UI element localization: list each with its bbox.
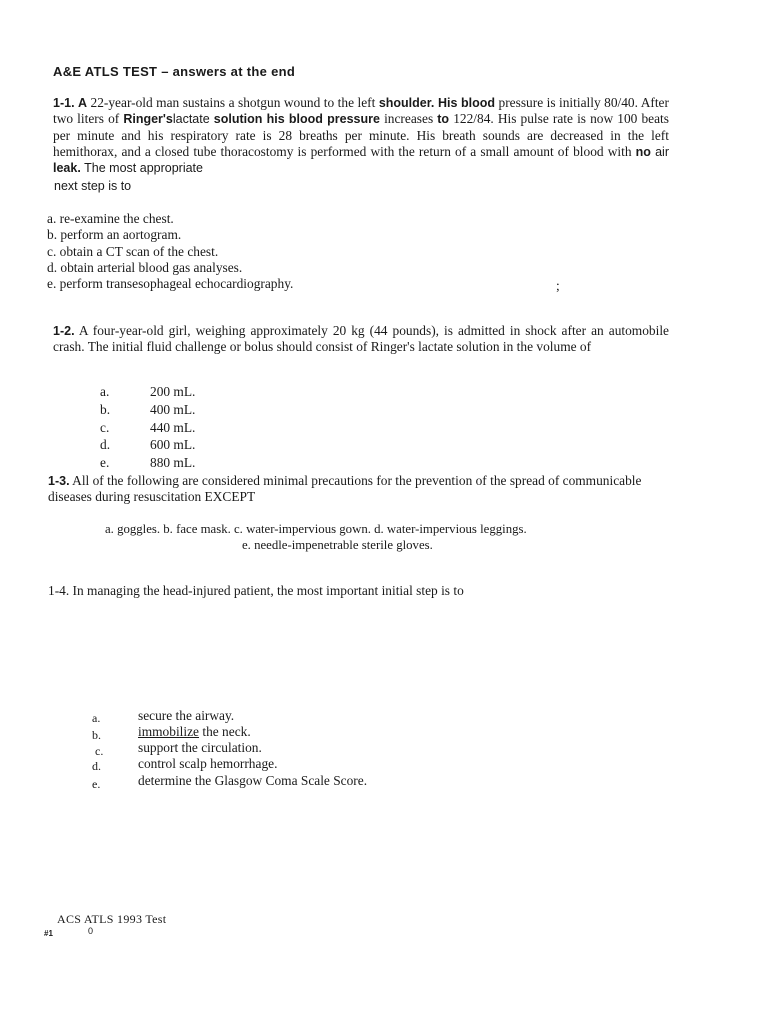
option-1-4-a-text: secure the airway. xyxy=(138,708,235,723)
option-1-4-a: a. xyxy=(92,711,101,725)
option-1-1-a: a. re-examine the chest. xyxy=(47,211,174,226)
option-1-1-c: c. obtain a CT scan of the chest. xyxy=(47,244,219,259)
question-1-1: 1-1. A 22-year-old man sustains a shotgun wound to the left shoulder. His blood pressure is initially 80/40. After two liters of Ringer'slactate solution his blood pressure increases to 122/84. His pulse rate is now 100 beats per minute and his respiratory rate is 28 breaths per minute. His breath sounds are decreased in the left hemithorax, and a closed tube thoracostomy is performed with the return of a small amount of blood with no air leak. The most appropriate xyxy=(53,95,669,176)
question-number: 1-3. xyxy=(48,474,70,488)
footer-label: ACS ATLS 1993 Test xyxy=(57,912,167,926)
option-1-4-b-text: immobilize the neck. xyxy=(138,724,251,739)
option-1-2-a-text: 200 mL. xyxy=(150,384,196,399)
option-1-1-b: b. perform an aortogram. xyxy=(47,227,182,242)
question-1-4: 1-4. In managing the head-injured patient, the most important initial step is to xyxy=(48,583,464,598)
page-marker: #1 xyxy=(44,929,53,938)
question-number: 1-1. xyxy=(53,96,75,110)
page-title: A&E ATLS TEST – answers at the end xyxy=(53,64,296,79)
option-1-2-d-text: 600 mL. xyxy=(150,437,196,452)
question-number: 1-2. xyxy=(53,324,75,338)
option-1-4-d: d. xyxy=(92,759,101,773)
option-1-1-e: e. perform transesophageal echocardiography. xyxy=(47,276,294,291)
option-1-2-e-text: 880 mL. xyxy=(150,455,196,470)
option-1-2-c-text: 440 mL. xyxy=(150,420,196,435)
underlined-word: immobilize xyxy=(138,724,199,739)
option-1-4-c: c. xyxy=(95,744,104,758)
option-1-1-d: d. obtain arterial blood gas analyses. xyxy=(47,260,243,275)
option-1-4-b: b. xyxy=(92,728,101,742)
question-1-2: 1-2. A four-year-old girl, weighing approximately 20 kg (44 pounds), is admitted in shock after an automobile crash. The initial fluid challenge or bolus should consist of Ringer's lactate solution in the volume of xyxy=(53,323,669,355)
option-1-2-c: c. xyxy=(100,420,110,435)
question-1-3: 1-3. All of the following are considered minimal precautions for the prevention of the spread of communicable diseases during resuscitation EXCEPT xyxy=(48,473,642,505)
option-1-4-e: e. xyxy=(92,777,101,791)
options-1-3-line1: a. goggles. b. face mask. c. water-impervious gown. d. water-impervious leggings. xyxy=(105,522,527,536)
option-1-2-d: d. xyxy=(100,437,111,452)
option-1-2-b-text: 400 mL. xyxy=(150,402,196,417)
option-1-4-c-text: support the circulation. xyxy=(138,740,262,755)
option-1-4-d-text: control scalp hemorrhage. xyxy=(138,756,278,771)
option-1-2-e: e. xyxy=(100,455,110,470)
option-1-4-e-text: determine the Glasgow Coma Scale Score. xyxy=(138,773,368,788)
footer-mark: 0 xyxy=(88,926,94,936)
option-1-2-a: a. xyxy=(100,384,110,399)
option-1-2-b: b. xyxy=(100,402,111,417)
question-1-1-stem-end: next step is to xyxy=(54,179,132,193)
options-1-3-line2: e. needle-impenetrable sterile gloves. xyxy=(242,538,433,552)
stray-mark: ; xyxy=(556,278,560,293)
